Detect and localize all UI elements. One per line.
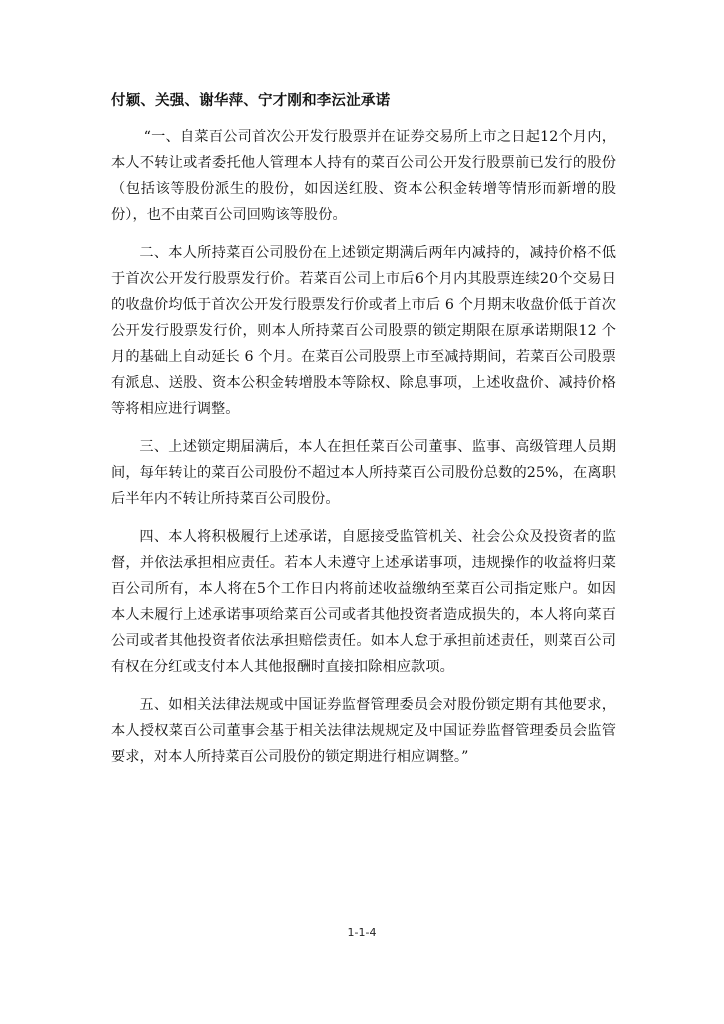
paragraph-3: 三、上述锁定期届满后，本人在担任菜百公司董事、监事、高级管理人员期间，每年转让的菜百公司股份不超过本人所持菜百公司股份总数的25%，在离职后半年内不转让所持菜百公司股份。 bbox=[111, 439, 616, 507]
section-heading: 付颖、关强、谢华萍、宁才刚和李沄沚承诺 bbox=[111, 93, 391, 109]
commitment-body bbox=[111, 124, 616, 782]
paragraph-5: 五、如相关法律法规或中国证券监督管理委员会对股份锁定期有其他要求，本人授权菜百公司董事会基于相关法律法规规定及中国证券监督管理委员会监管要求，对本人所持菜百公司股份的锁定期进行相应调整。” bbox=[111, 697, 616, 765]
page-number: 1-1-4 bbox=[347, 926, 377, 939]
paragraph-2: 二、本人所持菜百公司股份在上述锁定期满后两年内减持的，减持价格不低于首次公开发行股票发行价。若菜百公司上市后6个月内其股票连续20个交易日的收盘价均低于首次公开发行股票发行价或者上市后 6 个月期末收盘价低于首次公开发行股票发行价，则本人所持菜百公司股票的锁定期限在原承诺期限12 个月的基础上自动延长 6 个月。在菜百公司股票上市至减持期间，若菜百公司股票有派息、送股、资本公积金转增股本等除权、除息事项，上述收盘价、减持价格等将相应进行调整。 bbox=[111, 245, 616, 417]
paragraph-4: 四、本人将积极履行上述承诺，自愿接受监管机关、社会公众及投资者的监督，并依法承担相应责任。若本人未遵守上述承诺事项，违规操作的收益将归菜百公司所有，本人将在5个工作日内将前述收益缴纳至菜百公司指定账户。如因本人未履行上述承诺事项给菜百公司或者其他投资者造成损失的，本人将向菜百公司或者其他投资者依法承担赔偿责任。如本人怠于承担前述责任，则菜百公司有权在分红或支付本人其他报酬时直接扣除相应款项。 bbox=[111, 529, 616, 675]
paragraph-1: “一、自菜百公司首次公开发行股票并在证券交易所上市之日起12个月内，本人不转让或者委托他人管理本人持有的菜百公司公开发行股票前已发行的股份（包括该等股份派生的股份，如因送红股、资本公积金转增等情形而新增的股份），也不由菜百公司回购该等股份。 bbox=[111, 129, 616, 223]
